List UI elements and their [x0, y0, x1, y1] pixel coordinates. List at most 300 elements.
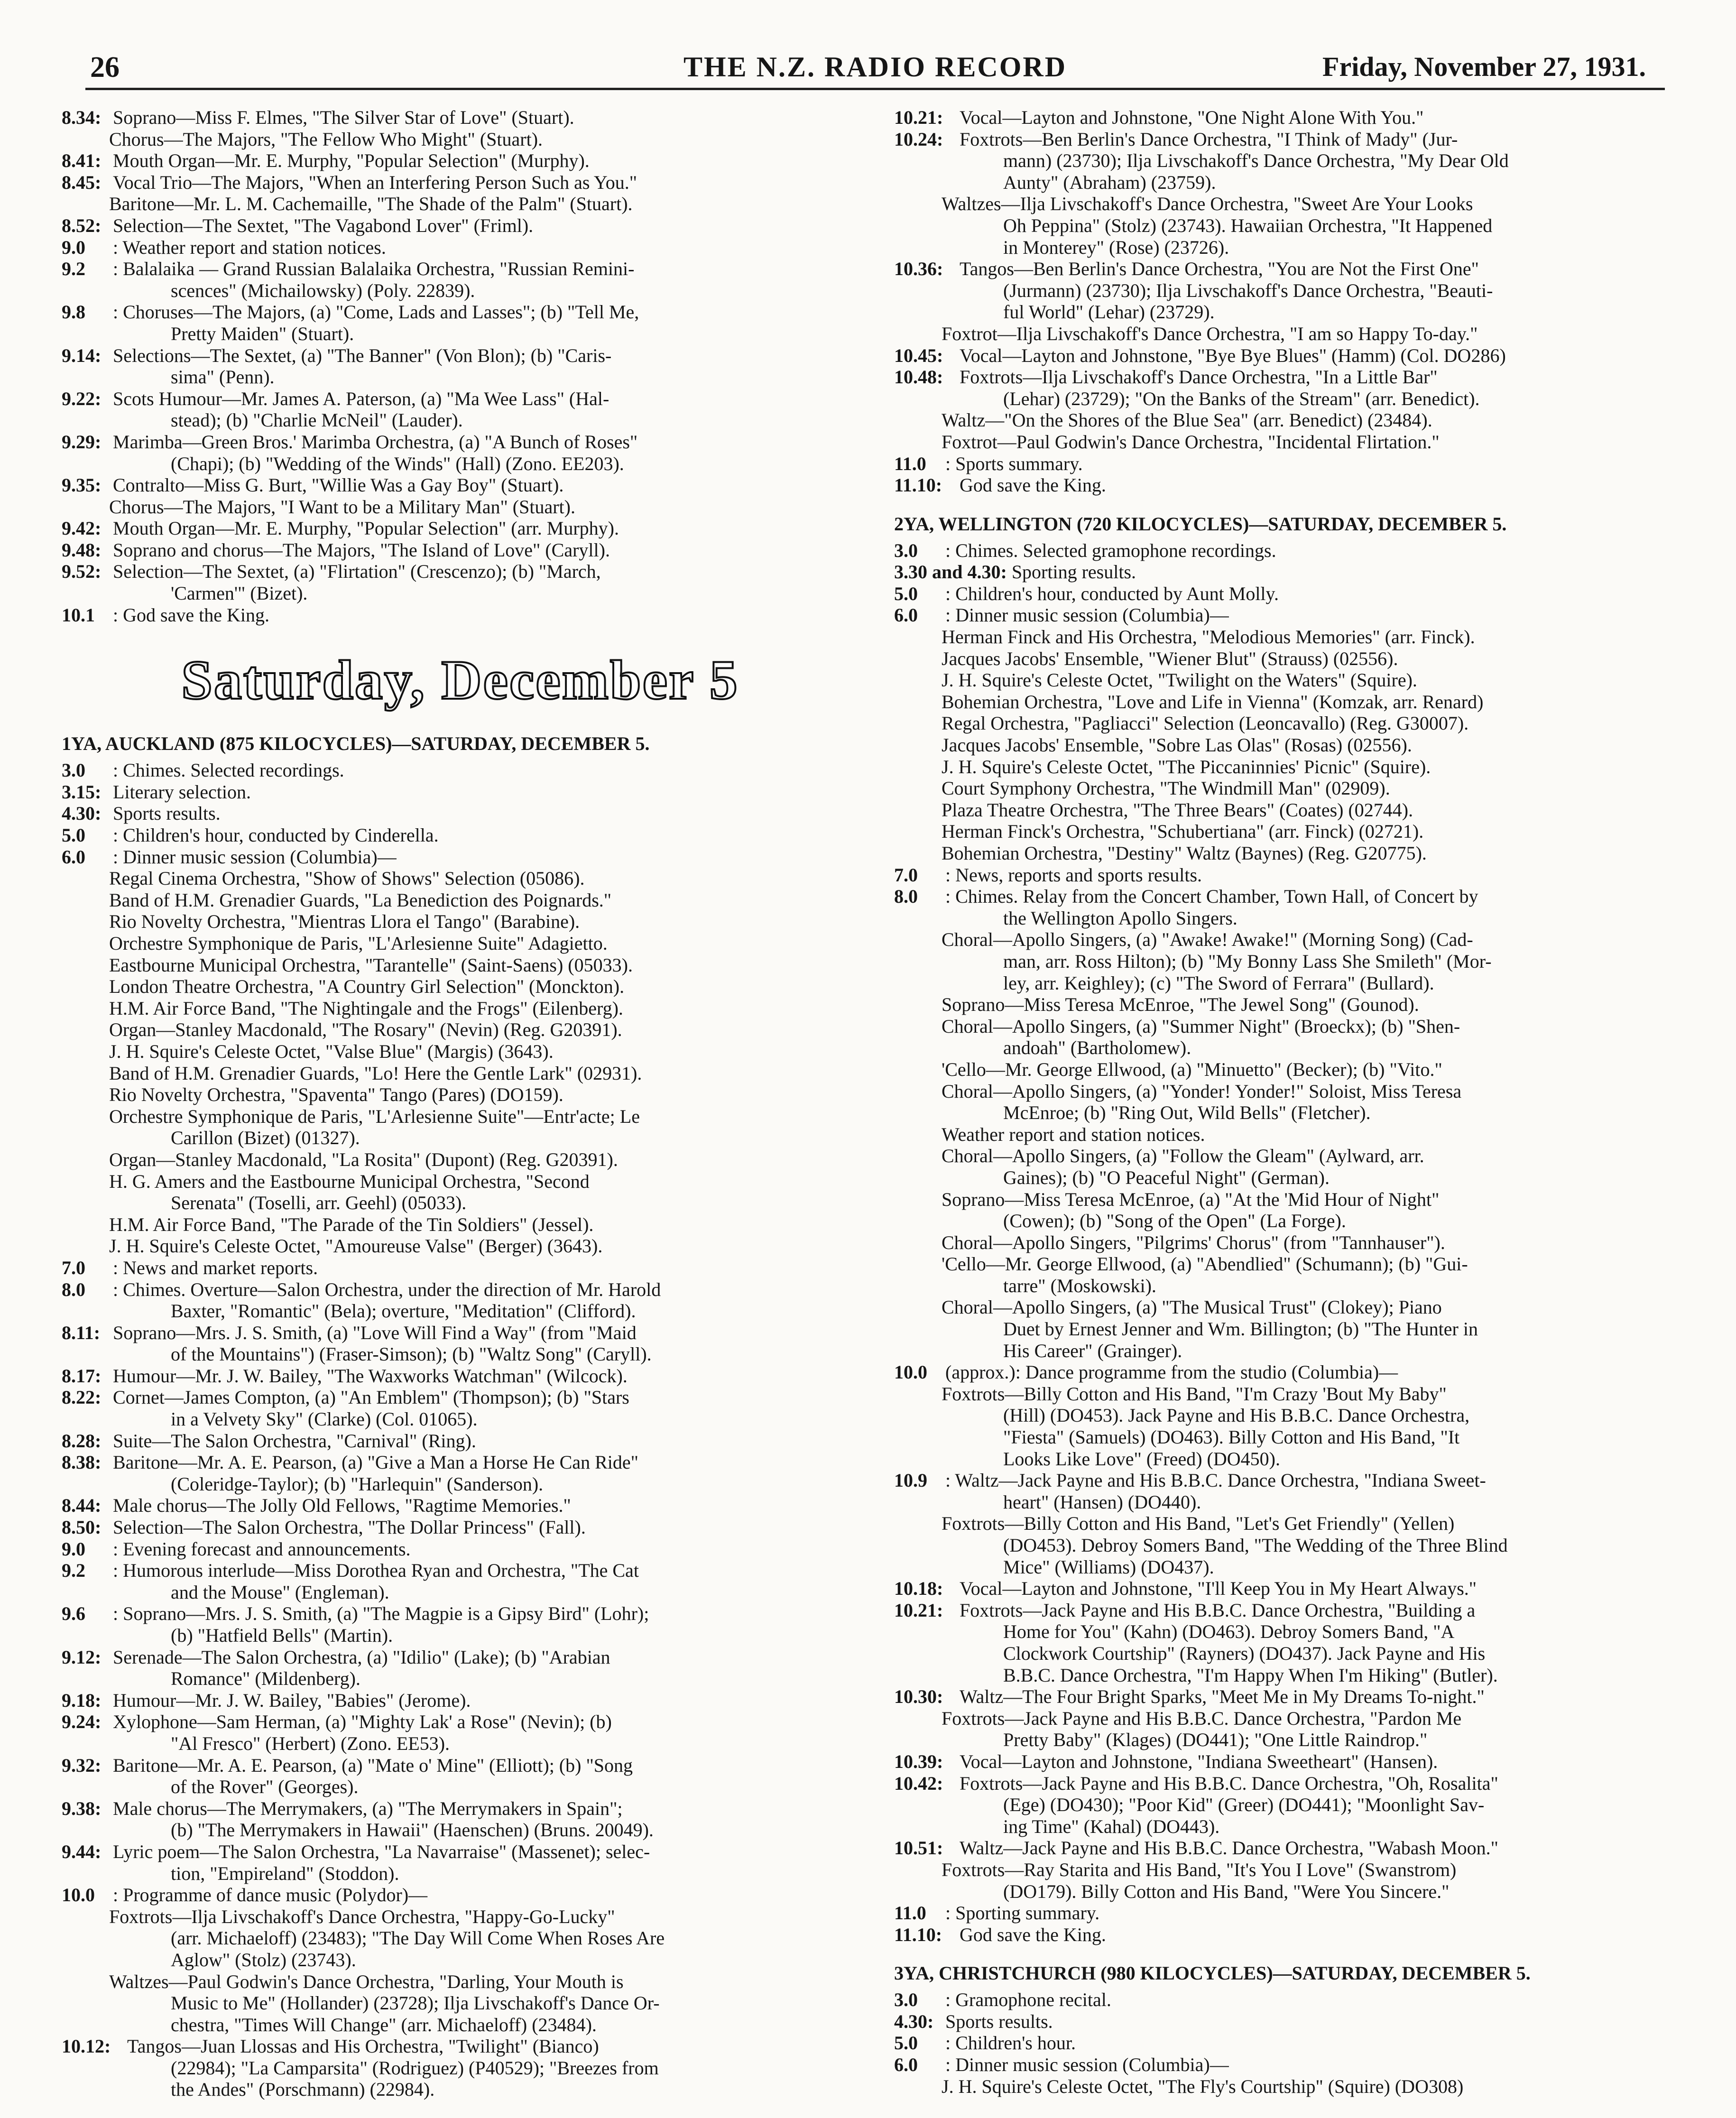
programme-time: 10.36: [894, 258, 943, 280]
programme-line [62, 954, 859, 976]
programme-line [62, 1387, 859, 1408]
programme-line [62, 1214, 859, 1236]
programme-line [894, 583, 1691, 605]
programme-line [62, 1041, 859, 1063]
programme-line [894, 712, 1691, 734]
programme-text: Organ—Stanley Macdonald, "The Rosary" (Nevin) (Reg. G20391). [109, 1019, 622, 1041]
programme-time: 8.45: [62, 171, 102, 193]
programme-text: Bohemian Orchestra, "Love and Life in Vienna" (Komzak, arr. Renard) [942, 691, 1484, 712]
programme-text: Choral—Apollo Singers, (a) "The Musical Trust" (Clokey); Piano [942, 1296, 1442, 1318]
programme-text: Suite—The Salon Orchestra, "Carnival" (Ring). [113, 1430, 476, 1452]
programme-line [894, 1751, 1691, 1773]
programme-time: 9.0 [62, 1538, 85, 1560]
programme-line [894, 821, 1691, 842]
programme-line [62, 1971, 859, 1993]
programme-text: Mice" (Williams) (DO437). [1003, 1556, 1214, 1578]
programme-line [894, 345, 1691, 367]
programme-text: Literary selection. [113, 781, 251, 803]
programme-text: : Chimes. Overture—Salon Orchestra, under the direction of Mr. Harold [113, 1278, 661, 1300]
programme-text: God save the King. [960, 474, 1106, 496]
programme-line [62, 129, 859, 150]
programme-text: Vocal—Layton and Johnstone, "One Night Alone With You." [960, 107, 1424, 128]
programme-line [62, 388, 859, 410]
programme-time: 3.0 [894, 1989, 918, 2011]
programme-line [62, 1819, 859, 1841]
programme-line [894, 1102, 1691, 1124]
programme-line [894, 1189, 1691, 1211]
programme-time: 8.34: [62, 107, 102, 128]
programme-text: (b) "The Merrymakers in Hawaii" (Haenschen) (Bruns. 20049). [171, 1819, 654, 1841]
programme-text: Waltz—The Four Bright Sparks, "Meet Me in My Dreams To-night." [960, 1686, 1485, 1708]
programme-text: Waltzes—Ilja Livschakoff's Dance Orchestra, "Sweet Are Your Looks [942, 193, 1473, 215]
programme-text: Choral—Apollo Singers, "Pilgrims' Chorus" (from "Tannhauser"). [942, 1231, 1445, 1253]
programme-line [894, 1578, 1691, 1600]
programme-time: 5.0 [894, 2032, 918, 2054]
programme-text: : Evening forecast and announcements. [113, 1538, 411, 1560]
programme-time: 9.38: [62, 1797, 102, 1819]
publication-title: THE N.Z. RADIO RECORD [683, 51, 1067, 83]
programme-text: (arr. Michaeloff) (23483); "The Day Will Come When Roses Are [171, 1927, 665, 1949]
programme-line [62, 583, 859, 604]
programme-text: Cornet—James Compton, (a) "An Emblem" (Thompson); (b) "Stars [113, 1387, 629, 1408]
programme-line [62, 1495, 859, 1517]
programme-line [894, 799, 1691, 821]
programme-text: (Cowen); (b) "Song of the Open" (La Forge). [1003, 1210, 1346, 1232]
programme-time: 7.0 [62, 1257, 85, 1278]
programme-time: 8.0 [62, 1278, 85, 1300]
programme-time: 10.0 [894, 1361, 927, 1383]
programme-text: : News and market reports. [113, 1257, 318, 1278]
programme-text: Foxtrots—Jack Payne and His B.B.C. Dance Orchestra, "Building a [960, 1599, 1476, 1621]
programme-text: Organ—Stanley Macdonald, "La Rosita" (Dupont) (Reg. G20391). [109, 1148, 618, 1170]
programme-time: 9.12: [62, 1646, 102, 1668]
programme-text: (Coleridge-Taylor); (b) "Harlequin" (Sanderson). [171, 1473, 544, 1495]
programme-text: Eastbourne Municipal Orchestra, "Tarantelle" (Saint-Saens) (05033). [109, 954, 633, 976]
programme-line [62, 2035, 859, 2057]
programme-line [62, 2014, 859, 2036]
programme-text: Court Symphony Orchestra, "The Windmill Man" (02909). [942, 777, 1390, 799]
programme-line [894, 1902, 1691, 1924]
programme-line [894, 2076, 1691, 2098]
programme-line [894, 1426, 1691, 1448]
programme-time: 9.6 [62, 1603, 85, 1625]
programme-text: H.M. Air Force Band, "The Nightingale and the Frogs" (Eilenberg). [109, 997, 623, 1019]
programme-time: 10.48: [894, 366, 943, 388]
programme-text: Bohemian Orchestra, "Destiny" Waltz (Baynes) (Reg. G20775). [942, 842, 1427, 864]
programme-line [894, 129, 1691, 150]
programme-text: Romance" (Mildenberg). [171, 1668, 360, 1690]
right-column [894, 107, 1691, 2097]
programme-text: Foxtrot—Ilja Livschakoff's Dance Orchestra, "I am so Happy To-day." [942, 323, 1478, 344]
programme-line [62, 1171, 859, 1193]
programme-time: 10.39: [894, 1750, 943, 1772]
programme-line [894, 1470, 1691, 1491]
programme-time: 10.1 [62, 604, 95, 626]
programme-text: : Chimes. Selected gramophone recordings. [945, 539, 1276, 561]
programme-time: 8.44: [62, 1495, 102, 1517]
programme-text: Soprano and chorus—The Majors, "The Island of Love" (Caryll). [113, 539, 610, 561]
programme-text: tion, "Empireland" (Stoddon). [171, 1862, 399, 1884]
programme-line [62, 868, 859, 889]
programme-text: : Chimes. Relay from the Concert Chamber, Town Hall, of Concert by [945, 886, 1478, 907]
programme-text: Choral—Apollo Singers, (a) "Summer Night" (Broeckx); (b) "Shen- [942, 1015, 1460, 1037]
programme-text: Foxtrots—Billy Cotton and His Band, "Let's Get Friendly" (Yellen) [942, 1513, 1455, 1535]
programme-line [894, 1708, 1691, 1730]
programme-text: Foxtrot—Paul Godwin's Dance Orchestra, "Incidental Flirtation." [942, 431, 1440, 453]
programme-text: Foxtrots—Ilja Livschakoff's Dance Orchestra, "Happy-Go-Lucky" [109, 1905, 615, 1927]
programme-text: Foxtrots—Jack Payne and His B.B.C. Dance Orchestra, "Pardon Me [942, 1707, 1462, 1729]
programme-list [894, 540, 1691, 1946]
programme-line [62, 846, 859, 868]
programme-text: : Sports summary. [945, 453, 1083, 474]
page-header [85, 45, 1665, 90]
programme-text: (b) "Hatfield Bells" (Martin). [171, 1625, 393, 1646]
programme-line [62, 1863, 859, 1885]
programme-line [62, 496, 859, 518]
programme-text: (Chapi); (b) "Wedding of the Winds" (Hall) (Zono. EE203). [171, 453, 624, 474]
programme-text: Foxtrots—Jack Payne and His B.B.C. Dance Orchestra, "Oh, Rosalita" [960, 1772, 1498, 1794]
programme-text: "Fiesta" (Samuels) (DO463). Billy Cotton and His Band, "It [1003, 1426, 1460, 1448]
programme-time: 10.30: [894, 1686, 943, 1708]
programme-text: in Monterey" (Rose) (23726). [1003, 236, 1229, 258]
programme-line [62, 1927, 859, 1949]
programme-text: Gaines); (b) "O Peaceful Night" (German). [1003, 1166, 1330, 1188]
programme-text: Marimba—Green Bros.' Marimba Orchestra, (a) "A Bunch of Roses" [113, 431, 638, 453]
left-column [62, 107, 859, 2100]
programme-time: 3.0 [62, 759, 85, 781]
programme-time: 9.0 [62, 236, 85, 258]
programme-line [62, 1668, 859, 1690]
programme-text: (DO453). Debroy Somers Band, "The Wedding of the Three Blind [1003, 1535, 1508, 1556]
programme-line [62, 258, 859, 280]
programme-line [62, 301, 859, 323]
programme-line [894, 929, 1691, 951]
programme-line [894, 172, 1691, 194]
programme-line [894, 1621, 1691, 1643]
programme-line [62, 345, 859, 367]
programme-time: 11.10: [894, 474, 942, 496]
programme-text: : Children's hour. [945, 2032, 1076, 2054]
programme-line [62, 518, 859, 539]
programme-text: H.M. Air Force Band, "The Parade of the Tin Soldiers" (Jessel). [109, 1213, 594, 1235]
programme-text: Foxtrots—Ben Berlin's Dance Orchestra, "I Think of Mady" (Jur- [960, 128, 1458, 150]
programme-line [894, 1794, 1691, 1816]
programme-text: Regal Orchestra, "Pagliacci" Selection (Leoncavallo) (Reg. G30007). [942, 712, 1469, 734]
programme-line [894, 1665, 1691, 1686]
programme-text: Foxtrots—Ray Starita and His Band, "It's You I Love" (Swanstrom) [942, 1859, 1457, 1880]
programme-text: (Lehar) (23729); "On the Banks of the Stream" (arr. Benedict). [1003, 388, 1480, 409]
programme-text: His Career" (Grainger). [1003, 1340, 1182, 1361]
programme-text: Mouth Organ—Mr. E. Murphy, "Popular Selection" (Murphy). [113, 150, 590, 172]
programme-time: 10.42: [894, 1772, 943, 1794]
programme-text: (DO179). Billy Cotton and His Band, "Were You Sincere." [1003, 1880, 1450, 1902]
page-number: 26 [90, 51, 120, 83]
programme-time: 9.8 [62, 301, 85, 323]
programme-line [894, 1837, 1691, 1859]
programme-time: 6.0 [894, 604, 918, 626]
programme-line [62, 215, 859, 237]
programme-text: ley, arr. Keighley); (c) "The Sword of Ferrara" (Bullard). [1003, 972, 1434, 994]
programme-text: God save the King. [960, 1924, 1106, 1945]
station-heading-3ya: 3YA, CHRISTCHURCH (980 KILOCYCLES)—SATURDAY, DECEMBER 5. [894, 1962, 1531, 1984]
programme-text: J. H. Squire's Celeste Octet, "Twilight on the Waters" (Squire). [942, 669, 1417, 691]
programme-time: 9.24: [62, 1711, 102, 1733]
programme-text: Tangos—Juan Llossas and His Orchestra, "Twilight" (Bianco) [127, 2035, 599, 2057]
programme-text: : Balalaika — Grand Russian Balalaika Orchestra, "Russian Remini- [113, 258, 635, 280]
programme-line [894, 1383, 1691, 1405]
programme-text: Selection—The Sextet, (a) "Flirtation" (Crescenzo); (b) "March, [113, 561, 601, 583]
programme-line [894, 1816, 1691, 1838]
programme-line [62, 1646, 859, 1668]
programme-line [62, 2057, 859, 2079]
programme-line [894, 150, 1691, 172]
programme-time: 10.18: [894, 1578, 943, 1600]
programme-text: Humour—Mr. J. W. Bailey, "Babies" (Jerome). [113, 1689, 471, 1711]
programme-text: Plaza Theatre Orchestra, "The Three Bears" (Coates) (02744). [942, 799, 1413, 821]
programme-text: Jacques Jacobs' Ensemble, "Wiener Blut" (Strauss) (02556). [942, 647, 1398, 669]
programme-line [894, 1989, 1691, 2011]
programme-line [62, 1019, 859, 1041]
programme-text: Carillon (Bizet) (01327). [171, 1127, 360, 1149]
programme-text: and the Mouse" (Engleman). [171, 1581, 389, 1603]
programme-line [62, 1841, 859, 1863]
programme-line [62, 1343, 859, 1365]
programme-time: 9.2 [62, 258, 85, 280]
programme-line [62, 824, 859, 846]
programme-text: (Jurmann) (23730); Ilja Livschakoff's Dance Orchestra, "Beauti- [1003, 279, 1493, 301]
programme-time: 8.0 [894, 886, 918, 907]
programme-text: Serenade—The Salon Orchestra, (a) "Idilio" (Lake); (b) "Arabian [113, 1646, 610, 1668]
programme-text: Oh Peppina" (Stolz) (23743). Hawaiian Orchestra, "It Happened [1003, 214, 1493, 236]
programme-line [894, 1145, 1691, 1167]
programme-line [62, 150, 859, 172]
programme-text: J. H. Squire's Celeste Octet, "The Piccaninnies' Picnic" (Squire). [942, 756, 1431, 777]
programme-line [62, 366, 859, 388]
programme-text: : Programme of dance music (Polydor)— [113, 1884, 428, 1906]
programme-text: : Gramophone recital. [945, 1989, 1111, 2011]
programme-list [62, 107, 859, 626]
programme-time: 10.21: [894, 107, 943, 128]
programme-text: : News, reports and sports results. [945, 864, 1202, 886]
programme-text: : Dinner music session (Columbia)— [113, 846, 397, 868]
programme-time: 10.0 [62, 1884, 95, 1906]
programme-time: 10.21: [894, 1599, 943, 1621]
programme-text: tarre" (Moskowski). [1003, 1275, 1156, 1296]
programme-text: : Dinner music session (Columbia)— [945, 604, 1229, 626]
programme-time: 8.52: [62, 214, 102, 236]
programme-line [894, 886, 1691, 907]
programme-text: B.B.C. Dance Orchestra, "I'm Happy When I'm Hiking" (Butler). [1003, 1664, 1498, 1686]
programme-text: (Ege) (DO430); "Poor Kid" (Greer) (DO441); "Moonlight Sav- [1003, 1794, 1485, 1816]
programme-text: Waltzes—Paul Godwin's Dance Orchestra, "Darling, Your Mouth is [109, 1970, 624, 1992]
programme-line [62, 1408, 859, 1430]
programme-text: andoah" (Bartholomew). [1003, 1037, 1191, 1059]
programme-time: 9.2 [62, 1560, 85, 1582]
programme-line [894, 1232, 1691, 1254]
programme-line [62, 323, 859, 345]
programme-text: Vocal—Layton and Johnstone, "I'll Keep You in My Heart Always." [960, 1578, 1477, 1600]
programme-text: Lyric poem—The Salon Orchestra, "La Navarraise" (Massenet); selec- [113, 1841, 650, 1862]
programme-text: J. H. Squire's Celeste Octet, "Valse Blue" (Margis) (3643). [109, 1040, 554, 1062]
programme-line [62, 431, 859, 453]
programme-line [894, 756, 1691, 778]
programme-text: of the Mountains") (Fraser-Simson); (b) "Waltz Song" (Caryll). [171, 1343, 652, 1365]
programme-text: Weather report and station notices. [942, 1123, 1205, 1145]
programme-time: 9.22: [62, 388, 102, 409]
programme-line [894, 648, 1691, 670]
programme-time: 8.17: [62, 1365, 102, 1387]
programme-time: 9.32: [62, 1754, 102, 1776]
programme-text: Herman Finck's Orchestra, "Schubertiana" (arr. Finck) (02721). [942, 821, 1424, 842]
programme-time: 10.9 [894, 1470, 927, 1491]
programme-line [62, 1776, 859, 1798]
programme-line [894, 734, 1691, 756]
programme-line [62, 1582, 859, 1603]
programme-text: McEnroe; (b) "Ring Out, Wild Bells" (Fletcher). [1003, 1102, 1371, 1124]
programme-time: 8.41: [62, 150, 102, 172]
programme-text: Baritone—Mr. A. E. Pearson, (a) "Mate o' Mine" (Elliott); (b) "Song [113, 1754, 633, 1776]
programme-line [894, 1600, 1691, 1621]
programme-text: Rio Novelty Orchestra, "Mientras Llora el Tango" (Barabine). [109, 911, 580, 933]
programme-line [894, 301, 1691, 323]
programme-text: Vocal—Layton and Johnstone, "Indiana Sweetheart" (Hansen). [960, 1750, 1438, 1772]
programme-text: Foxtrots—Ilja Livschakoff's Dance Orchestra, "In a Little Bar" [960, 366, 1438, 388]
programme-line [62, 998, 859, 1019]
programme-line [62, 1106, 859, 1128]
programme-text: : Children's hour, conducted by Aunt Molly. [945, 583, 1279, 604]
programme-text: London Theatre Orchestra, "A Country Girl Selection" (Monckton). [109, 976, 625, 998]
programme-line [62, 1992, 859, 2014]
programme-list [894, 1989, 1691, 2097]
section-title: Saturday, December 5 [181, 649, 739, 712]
programme-text: mann) (23730); Ilja Livschakoff's Dance Orchestra, "My Dear Old [1003, 150, 1509, 172]
programme-line [894, 1535, 1691, 1556]
programme-line [62, 1235, 859, 1257]
programme-list [894, 107, 1691, 496]
programme-line [894, 1059, 1691, 1081]
programme-time: 8.38: [62, 1452, 102, 1473]
programme-time: 10.12: [62, 2035, 111, 2057]
programme-line [894, 474, 1691, 496]
programme-time: 11.0 [894, 1902, 926, 1924]
programme-text: Soprano—Mrs. J. S. Smith, (a) "Love Will Find a Way" (from "Maid [113, 1322, 637, 1343]
programme-line [62, 1690, 859, 1711]
programme-line [894, 1448, 1691, 1470]
programme-time: 8.50: [62, 1517, 102, 1538]
programme-text: (Hill) (DO453). Jack Payne and His B.B.C. Dance Orchestra, [1003, 1405, 1470, 1426]
programme-line [894, 1859, 1691, 1881]
programme-time: 3.15: [62, 781, 102, 803]
programme-time: 5.0 [62, 824, 85, 846]
programme-text: Male chorus—The Merrymakers, (a) "The Merrymakers in Spain"; [113, 1797, 623, 1819]
programme-line [894, 1881, 1691, 1903]
programme-text: J. H. Squire's Celeste Octet, "Amoureuse Valse" (Berger) (3643). [109, 1235, 603, 1257]
programme-line [894, 1924, 1691, 1946]
programme-line [894, 258, 1691, 280]
programme-text: sima" (Penn). [171, 366, 275, 388]
programme-text: Aunty" (Abraham) (23759). [1003, 171, 1216, 193]
programme-text: scences" (Michailowsky) (Poly. 22839). [171, 279, 475, 301]
programme-text: ing Time" (Kahal) (DO443). [1003, 1815, 1220, 1837]
programme-text: Baxter, "Romantic" (Bela); overture, "Meditation" (Clifford). [171, 1300, 636, 1322]
programme-line [62, 1473, 859, 1495]
programme-time: 8.11: [62, 1322, 101, 1343]
programme-time: 3.0 [894, 539, 918, 561]
programme-line [62, 803, 859, 824]
programme-line [894, 453, 1691, 475]
programme-line [894, 1513, 1691, 1535]
programme-text: Soprano—Miss Teresa McEnroe, (a) "At the 'Mid Hour of Night" [942, 1188, 1440, 1210]
programme-text: Humour—Mr. J. W. Bailey, "The Waxworks Watchman" (Wilcock). [113, 1365, 628, 1387]
programme-line [62, 1625, 859, 1646]
programme-text: Baritone—Mr. L. M. Cachemaille, "The Shade of the Palm" (Stuart). [109, 193, 633, 215]
programme-time: 9.42: [62, 518, 102, 539]
programme-text: Sports results. [113, 803, 221, 824]
programme-time: 8.28: [62, 1430, 102, 1452]
programme-line [894, 215, 1691, 237]
programme-text: : Choruses—The Majors, (a) "Come, Lads and Lasses"; (b) "Tell Me, [113, 301, 639, 323]
programme-text: Choral—Apollo Singers, (a) "Awake! Awake!" (Morning Song) (Cad- [942, 929, 1473, 951]
programme-line [894, 431, 1691, 453]
programme-text: Male chorus—The Jolly Old Fellows, "Ragtime Memories." [113, 1495, 571, 1517]
programme-line [62, 107, 859, 129]
programme-line [894, 1340, 1691, 1362]
programme-line [62, 1906, 859, 1928]
programme-time: 9.35: [62, 474, 102, 496]
programme-line [62, 172, 859, 194]
programme-time: 9.14: [62, 344, 102, 366]
programme-line [62, 1798, 859, 1820]
programme-text: Vocal—Layton and Johnstone, "Bye Bye Blues" (Hamm) (Col. DO286) [960, 344, 1506, 366]
programme-text: Herman Finck and His Orchestra, "Melodious Memories" (arr. Finck). [942, 626, 1475, 648]
programme-line [894, 1275, 1691, 1297]
programme-text: Looks Like Love" (Freed) (DO450). [1003, 1448, 1280, 1470]
programme-line [894, 237, 1691, 259]
programme-line [894, 1124, 1691, 1146]
programme-time: 4.30: [894, 2010, 934, 2032]
programme-line [62, 237, 859, 259]
programme-line [62, 1127, 859, 1149]
programme-text: Home for You" (Kahn) (DO463). Debroy Somers Band, "A [1003, 1621, 1455, 1643]
programme-text: Orchestre Symphonique de Paris, "L'Arlesienne Suite"—Entr'acte; Le [109, 1105, 640, 1127]
programme-text: Foxtrots—Billy Cotton and His Band, "I'm Crazy 'Bout My Baby" [942, 1383, 1447, 1405]
programme-text: the Wellington Apollo Singers. [1003, 907, 1237, 929]
programme-text: Tangos—Ben Berlin's Dance Orchestra, "You are Not the First One" [960, 258, 1479, 280]
programme-text: of the Rover" (Georges). [171, 1776, 359, 1798]
programme-text: Waltz—Jack Payne and His B.B.C. Dance Orchestra, "Wabash Moon." [960, 1837, 1498, 1859]
programme-line [894, 1361, 1691, 1383]
programme-text: (approx.): Dance programme from the studio (Columbia)— [945, 1361, 1398, 1383]
programme-line [894, 409, 1691, 431]
programme-text: H. G. Amers and the Eastbourne Municipal Orchestra, "Second [109, 1170, 590, 1192]
programme-text: Rio Novelty Orchestra, "Spaventa" Tango (Pares) (DO159). [109, 1084, 563, 1106]
programme-text: Mouth Organ—Mr. E. Murphy, "Popular Selection" (arr. Murphy). [113, 518, 619, 539]
programme-line [894, 1773, 1691, 1794]
programme-text: Band of H.M. Grenadier Guards, "La Benediction des Poignards." [109, 889, 612, 911]
programme-line [62, 2079, 859, 2100]
programme-line [62, 1538, 859, 1560]
station-heading-1ya: 1YA, AUCKLAND (875 KILOCYCLES)—SATURDAY, DECEMBER 5. [62, 733, 650, 755]
programme-text: Duet by Ernest Jenner and Wm. Billington; (b) "The Hunter in [1003, 1318, 1478, 1340]
programme-text: ful World" (Lehar) (23729). [1003, 301, 1215, 323]
programme-line [894, 1643, 1691, 1665]
programme-line [894, 1405, 1691, 1426]
programme-time: 6.0 [62, 846, 85, 868]
programme-line [62, 1755, 859, 1776]
programme-line [62, 933, 859, 954]
programme-text: heart" (Hansen) (DO440). [1003, 1491, 1201, 1513]
programme-line [894, 951, 1691, 972]
